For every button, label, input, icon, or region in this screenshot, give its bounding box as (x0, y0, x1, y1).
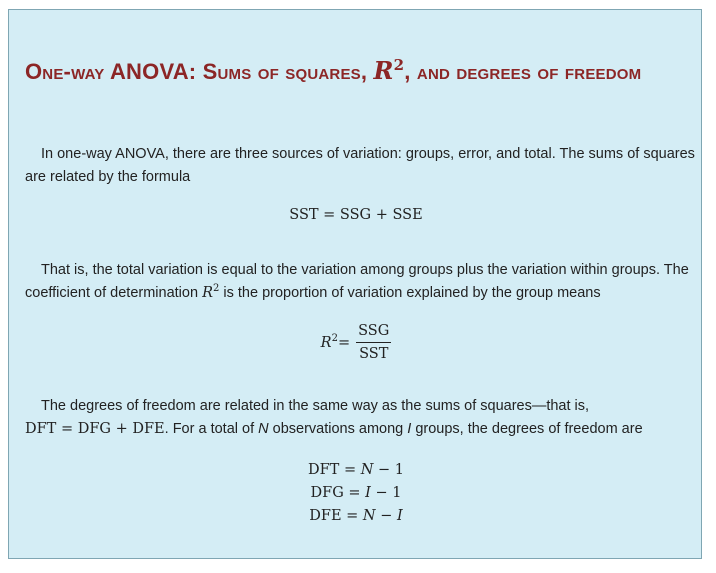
eq2-lhs-var: R (320, 334, 332, 351)
paragraph-coefficient-of-determination (25, 259, 697, 305)
equation-dfg (9, 482, 703, 504)
paragraph-2-text-a: That is, the total variation is equal to the variation among groups plus the variation within groups. The coefficient of determination (25, 262, 689, 301)
paragraph-3-text-d: groups, the degrees of freedom are (411, 421, 643, 437)
equation-r-squared-lhs (320, 332, 338, 351)
title-math-r-squared (373, 56, 404, 85)
fraction-denominator: SST (359, 346, 389, 362)
title-math-exp: 2 (393, 56, 405, 74)
eq3-line2-lhs: DFG = (310, 485, 366, 501)
equation-dft (9, 459, 703, 481)
title-text-suffix: , and degrees of freedom (404, 59, 642, 84)
eq3-line1-var: N (360, 462, 374, 478)
paragraph-degrees-of-freedom (25, 395, 697, 441)
paragraph-1-text: In one-way ANOVA, there are three sources of variation: groups, error, and total. The sums of squares are related by the formula (25, 146, 695, 185)
inline-var-i: I (407, 421, 412, 437)
eq2-lhs-exp: 2 (331, 332, 338, 344)
paragraph-3-text-a: The degrees of freedom are related in the same way as the sums of squares—that is, (41, 398, 590, 414)
title-math-var: R (373, 56, 394, 85)
eq3-line3-var1: N (362, 508, 376, 524)
equation-sst: SST = SSG + SSE (289, 207, 423, 223)
paragraph-2-text-b: is the proportion of variation explained by the group means (219, 285, 601, 301)
equation-dfe (9, 505, 703, 527)
paragraph-sources-of-variation (25, 143, 697, 189)
eq3-line1-lhs: DFT = (307, 462, 361, 478)
equation-equals: = (337, 334, 351, 351)
inline-math-exp: 2 (212, 283, 220, 294)
title-text-prefix: One-way ANOVA: Sums of squares, (25, 59, 374, 84)
anova-info-box (8, 9, 702, 559)
eq3-line1-rhs: − 1 (373, 462, 404, 478)
box-title (25, 54, 685, 88)
inline-var-n: N (258, 421, 269, 437)
paragraph-3-text-b: . For a total of (164, 421, 259, 437)
eq3-line3-var2: I (396, 508, 403, 524)
inline-math-dft: DFT = DFG + DFE (25, 421, 165, 437)
inline-math-var: R (202, 285, 213, 301)
fraction (356, 322, 391, 363)
eq3-line2-var: I (365, 485, 371, 501)
fraction-numerator: SSG (356, 322, 391, 343)
inline-math-r-squared (202, 285, 219, 301)
eq3-line2-rhs: − 1 (370, 485, 402, 501)
eq3-line3-mid: − (375, 508, 397, 524)
equation-r-squared (9, 322, 703, 363)
eq3-line3-lhs: DFE = (309, 508, 363, 524)
paragraph-3-text-c: observations among (268, 421, 408, 437)
